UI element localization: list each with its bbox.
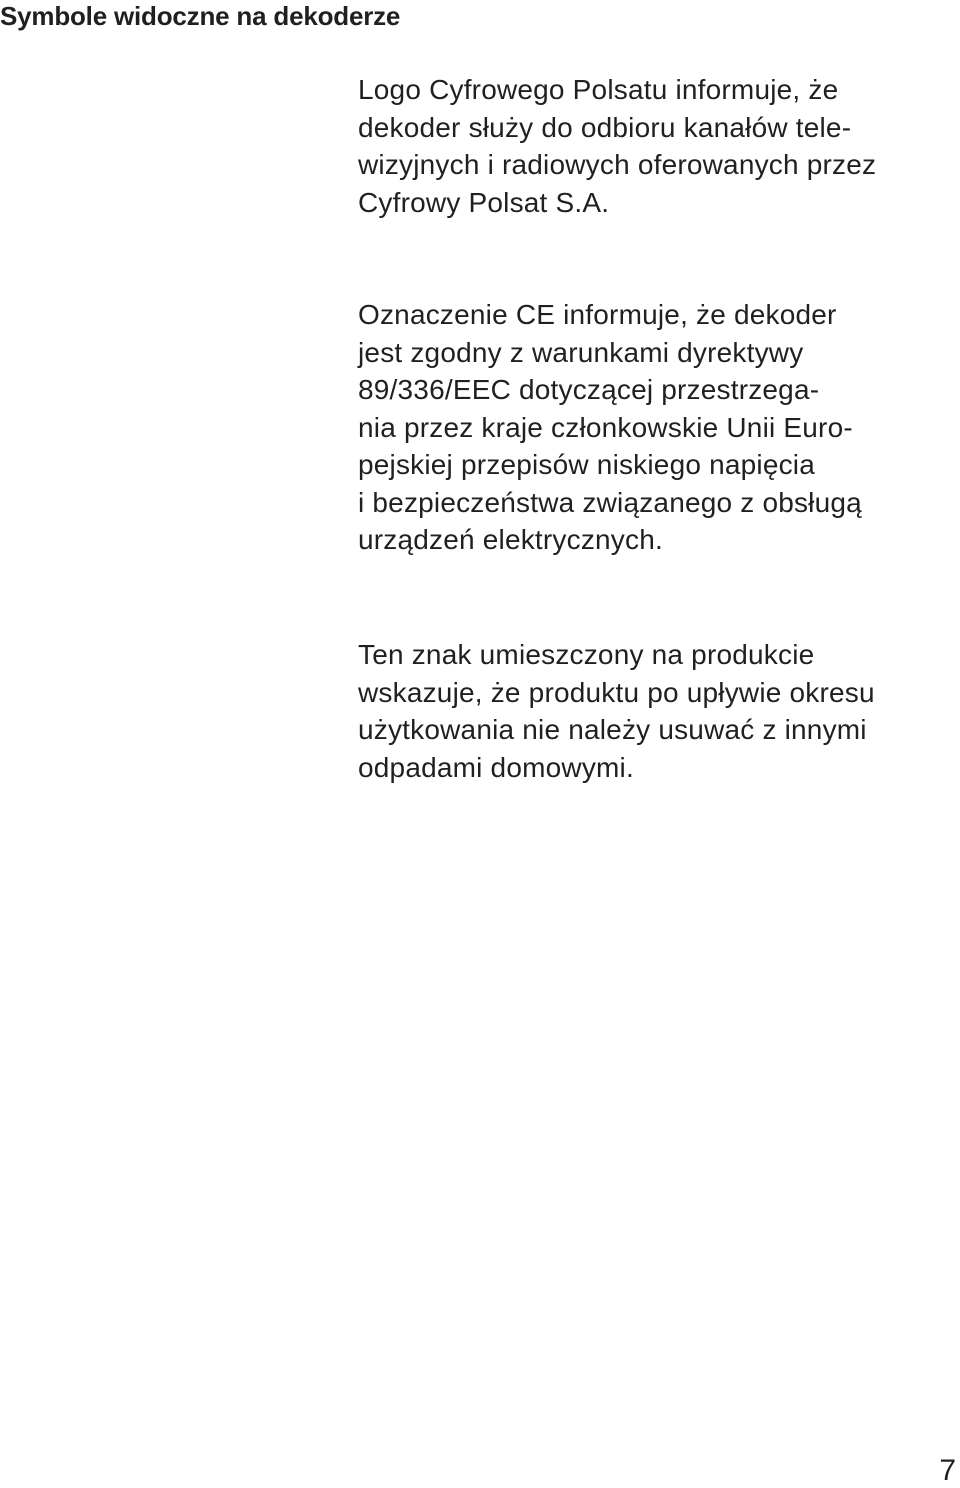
ce-description-line-6: i bezpieczeństwa związanego z obsługą xyxy=(358,486,862,518)
ce-description-line-4: nia przez kraje członkowskie Unii Euro- xyxy=(358,411,853,443)
weee-description-line-3: użytkowania nie należy usuwać z innymi xyxy=(358,714,867,745)
page-heading: Symbole widoczne na dekoderze xyxy=(0,1,401,31)
weee-description-line-2: wskazuje, że produktu po upływie okresu xyxy=(358,676,875,708)
logo-description-line-1: Logo Cyfrowego Polsatu informuje, że xyxy=(358,74,839,105)
weee-symbol-description xyxy=(358,636,956,786)
logo-description-line-2: dekoder służy do odbioru kanałów tele- xyxy=(358,111,852,143)
weee-description-line-1: Ten znak umieszczony na produkcie xyxy=(358,639,815,670)
ce-description-line-7: urządzeń elektrycznych. xyxy=(358,524,663,555)
logo-description-line-3: wizyjnych i radiowych oferowanych przez xyxy=(358,149,877,180)
ce-description-line-1: Oznaczenie CE informuje, że dekoder xyxy=(358,299,837,330)
weee-description-line-4: odpadami domowymi. xyxy=(358,751,634,783)
ce-description-line-5: pejskiej przepisów niskiego napięcia xyxy=(358,449,816,480)
ce-symbol-description xyxy=(358,296,956,559)
logo-description-line-4: Cyfrowy Polsat S.A. xyxy=(358,186,610,218)
ce-description-line-3: 89/336/EEC dotyczącej przestrzega- xyxy=(358,374,820,405)
page-number: 7 xyxy=(939,1454,956,1487)
logo-symbol-description xyxy=(358,71,956,221)
ce-description-line-2: jest zgodny z warunkami dyrektywy xyxy=(358,336,804,368)
